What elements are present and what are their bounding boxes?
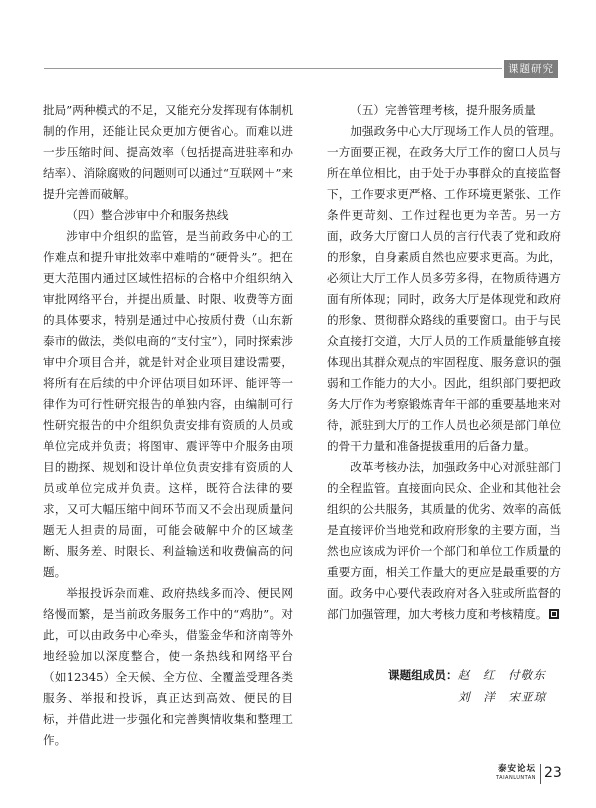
- journal-name: 泰安论坛: [497, 764, 536, 774]
- left-column: [43, 100, 293, 751]
- page-number: 23: [544, 765, 562, 781]
- right-column: [327, 100, 561, 625]
- paragraph-last: [327, 457, 561, 625]
- section-label: 课题研究: [504, 60, 558, 78]
- footer-divider: [540, 764, 541, 784]
- section-heading-5: （五）完善管理考核，提升服务质量: [350, 103, 536, 117]
- members-names-2: 刘 洋 宋亚琼: [458, 690, 547, 704]
- members-label: 课题组成员：: [388, 668, 458, 682]
- paragraph: 涉审中介组织的监管，是当前政务中心的工作难点和提升审批效率中难啃的“硬骨头”。把在更大范围内通过区域性招标的合格中介组织纳入审批网络平台，并提出质量、时限、收费等方面的具体要求，特别是通过中心按质付费（山东新泰市的做法，类似电商的“支付宝”），同时探索涉审中介项目合并，就是针对企业项目建设需要，将所有在后续的中介评估项目如环评、能评等一律作为可行性研究报告的单独内容，由编制可行性研究报告的中介组织负责安排有资质的人员或单位完成并负责；将图审、震评等中介服务由项目的勘探、规划和设计单位负责安排有资质的人员或单位完成并负责。这样，既符合法律的要求，又可大幅压缩中间环节而又不会出现质量问题无人担责的局面，可能会破解中介的区域垄断、服务差、时限长、利益输送和收费偏高的问题。: [43, 229, 293, 579]
- journal-brand: [486, 764, 536, 782]
- paragraph: 加强政务中心大厅现场工作人员的管理。一方面要正视，在政务大厅工作的窗口人员与所在单位相比，由于处于办事群众的直接监督下，工作要求更严格、工作环境更紧张、工作条件更苛刻、工作过程也更为辛苦。另一方面，政务大厅窗口人员的言行代表了党和政府的形象，自身素质自然也应要求更高。为此，必须让大厅工作人员多劳多得，在物质待遇方面有所体现；同时，政务大厅是体现党和政府的形象、贯彻群众路线的重要窗口。由于与民众直接打交道，大厅人员的工作质量能够直接体现出其群众观点的牢固程度、服务意识的强弱和工作能力的大小。因此，组织部门要把政务大厅作为考察锻炼青年干部的重要基地来对待，派驻到大厅的工作人员也必须是部门单位的骨干力量和准备提拔重用的后备力量。: [327, 124, 561, 453]
- members-row-2: [388, 686, 588, 708]
- end-mark-icon: [549, 609, 559, 619]
- members-names-1: 赵 红 付敬东: [457, 668, 546, 682]
- paragraph: 举报投诉杂而难、政府热线多而冷、便民网络慢而繁，是当前政务服务工作中的“鸡肋”。对此，可以由政务中心牵头，借鉴金华和济南等外地经验加以深度整合，使一条热线和网络平台（如12345）全天候、全方位、全覆盖受理各类服务、举报和投诉，真正达到高效、便民的目标，并借此进一步强化和完善舆情收集和整理工作。: [43, 586, 293, 747]
- members-row-1: [388, 664, 588, 686]
- section-heading-4: （四）整合涉审中介和服务热线: [66, 208, 229, 222]
- page-footer: [486, 762, 566, 786]
- paragraph: 批局”两种模式的不足，又能充分发挥现有体制机制的作用，还能让民众更加方便省心。而难以进一步压缩时间、提高效率（包括提高进驻率和办结率）、消除腐败的问题则可以通过“互联网＋”来提升完善而破解。: [43, 103, 293, 201]
- paragraph-text: 改革考核办法，加强政务中心对派驻部门的全程监管。直接面向民众、企业和其他社会组织的公共服务，其质量的优劣、效率的高低是直接评价当地党和政府形象的主要方面，当然也应该成为评价一个部门和单位工作质量的重要方面，相关工作量大的更应是最重要的方面。政务中心要代表政府对各入驻或所监督的部门加强管理，加大考核力度和考核精度。: [327, 460, 561, 621]
- research-members: [388, 664, 588, 708]
- header-rule: [44, 68, 502, 69]
- journal-name-en: TAIANLUNTAN: [496, 775, 536, 781]
